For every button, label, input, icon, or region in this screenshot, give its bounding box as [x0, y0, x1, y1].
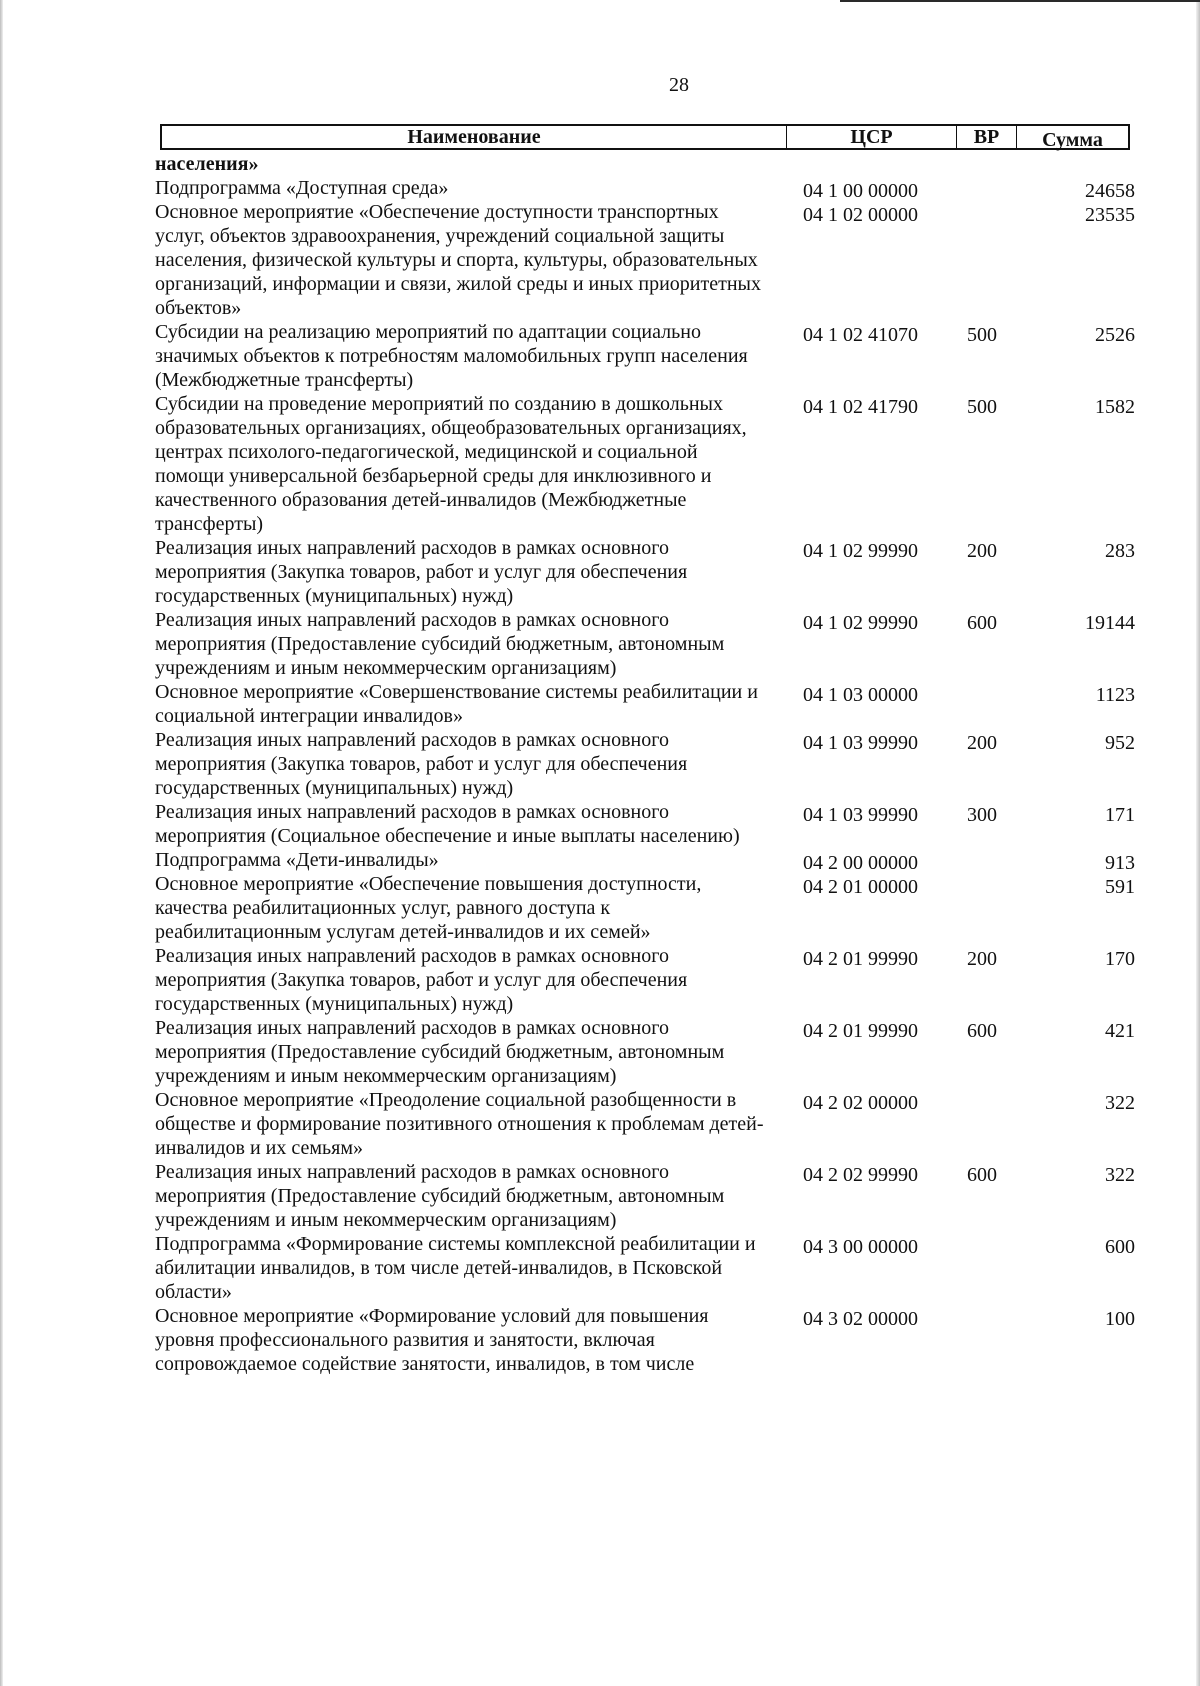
row-csr: 04 1 02 99990: [803, 612, 918, 634]
row-sum: 19144: [1085, 612, 1135, 634]
row-csr: 04 2 01 00000: [803, 876, 918, 898]
row-name: населения»: [155, 153, 259, 175]
row-name: Основное мероприятие «Совершенствование системы реабилитации и социальной интеграции инвалидов»: [155, 681, 758, 727]
row-name: Основное мероприятие «Обеспечение повышения доступности, качества реабилитационных услуг, равного доступа к реабилитационным услугам детей-инвалидов и их семей»: [155, 873, 702, 943]
table-row: [155, 1016, 1135, 1088]
row-name: Реализация иных направлений расходов в рамках основного мероприятия (Социальное обеспечение и иные выплаты населению): [155, 801, 740, 847]
table-row: [155, 1088, 1135, 1160]
row-name: Подпрограмма «Дети-инвалиды»: [155, 849, 439, 871]
row-name: Основное мероприятие «Формирование условий для повышения уровня профессионального развития и занятости, включая сопровождаемое содействие занятости, инвалидов, в том числе: [155, 1305, 709, 1375]
page-number: 28: [669, 74, 689, 96]
row-csr: 04 1 00 00000: [803, 180, 918, 202]
row-sum: 913: [1105, 852, 1135, 874]
row-sum: 283: [1105, 540, 1135, 562]
row-name: Реализация иных направлений расходов в рамках основного мероприятия (Закупка товаров, работ и услуг для обеспечения государственных (муниципальных) нужд): [155, 945, 688, 1015]
row-name: Основное мероприятие «Преодоление социальной разобщенности в обществе и формирование позитивного отношения к проблемам детей-инвалидов и их семьям»: [155, 1089, 764, 1159]
table-row: [155, 608, 1135, 680]
row-csr: 04 3 00 00000: [803, 1236, 918, 1258]
row-sum: 1123: [1095, 684, 1135, 706]
row-sum: 23535: [1085, 204, 1135, 226]
row-sum: 591: [1105, 876, 1135, 898]
row-sum: 421: [1105, 1020, 1135, 1042]
table-body: [155, 152, 1135, 1376]
table-row: [155, 152, 1135, 176]
row-sum: 2526: [1095, 324, 1135, 346]
row-csr: 04 1 03 99990: [803, 732, 918, 754]
table-row: [155, 1304, 1135, 1376]
table-row: [155, 944, 1135, 1016]
row-csr: 04 1 02 41790: [803, 396, 918, 418]
row-vr: 200: [967, 948, 997, 970]
table-row: [155, 176, 1135, 200]
row-csr: 04 1 02 99990: [803, 540, 918, 562]
row-sum: 170: [1105, 948, 1135, 970]
header-vr: ВР: [957, 126, 1017, 148]
table-row: [155, 536, 1135, 608]
row-csr: 04 1 03 99990: [803, 804, 918, 826]
row-name: Субсидии на проведение мероприятий по созданию в дошкольных образовательных организациях, общеобразовательных организациях, центрах психолого-педагогической, медицинской и социальной помощи универсальной безбарьерной среды для инклюзивного и качественного образования детей-инвалидов (Межбюджетные трансферты): [155, 393, 747, 535]
row-csr: 04 2 01 99990: [803, 1020, 918, 1042]
header-sum: Сумма: [1042, 129, 1103, 151]
row-name: Реализация иных направлений расходов в рамках основного мероприятия (Закупка товаров, работ и услуг для обеспечения государственных (муниципальных) нужд): [155, 729, 688, 799]
row-csr: 04 1 03 00000: [803, 684, 918, 706]
row-sum: 322: [1105, 1092, 1135, 1114]
row-csr: 04 1 02 00000: [803, 204, 918, 226]
row-vr: 600: [967, 1020, 997, 1042]
table-header: [160, 124, 1130, 150]
row-sum: 24658: [1085, 180, 1135, 202]
table-row: [155, 200, 1135, 320]
row-name: Субсидии на реализацию мероприятий по адаптации социально значимых объектов к потребностям маломобильных групп населения (Межбюджетные трансферты): [155, 321, 748, 391]
row-name: Подпрограмма «Доступная среда»: [155, 177, 449, 199]
row-name: Подпрограмма «Формирование системы комплексной реабилитации и абилитации инвалидов, в том числе детей-инвалидов, в Псковской области»: [155, 1233, 756, 1303]
row-vr: 500: [967, 396, 997, 418]
row-name: Реализация иных направлений расходов в рамках основного мероприятия (Предоставление субсидий бюджетным, автономным учреждениям и иным некоммерческим организациям): [155, 1161, 725, 1231]
row-csr: 04 2 02 99990: [803, 1164, 918, 1186]
table-row: [155, 872, 1135, 944]
row-name: Реализация иных направлений расходов в рамках основного мероприятия (Предоставление субсидий бюджетным, автономным учреждениям и иным некоммерческим организациям): [155, 609, 725, 679]
scan-edge-top: [840, 0, 1200, 2]
row-csr: 04 2 00 00000: [803, 852, 918, 874]
row-csr: 04 2 02 00000: [803, 1092, 918, 1114]
scan-edge-right: [1196, 0, 1200, 1686]
table-row: [155, 800, 1135, 848]
table-row: [155, 1232, 1135, 1304]
header-name: Наименование: [162, 126, 787, 148]
scan-edge-left: [0, 0, 3, 1686]
row-csr: 04 3 02 00000: [803, 1308, 918, 1330]
table-row: [155, 320, 1135, 392]
table-row: [155, 1160, 1135, 1232]
row-vr: 500: [967, 324, 997, 346]
row-csr: 04 2 01 99990: [803, 948, 918, 970]
table-row: [155, 848, 1135, 872]
row-vr: 300: [967, 804, 997, 826]
row-vr: 600: [967, 1164, 997, 1186]
row-csr: 04 1 02 41070: [803, 324, 918, 346]
table-row: [155, 728, 1135, 800]
row-vr: 600: [967, 612, 997, 634]
row-name: Реализация иных направлений расходов в рамках основного мероприятия (Предоставление субсидий бюджетным, автономным учреждениям и иным некоммерческим организациям): [155, 1017, 725, 1087]
row-name: Реализация иных направлений расходов в рамках основного мероприятия (Закупка товаров, работ и услуг для обеспечения государственных (муниципальных) нужд): [155, 537, 688, 607]
row-vr: 200: [967, 732, 997, 754]
row-sum: 322: [1105, 1164, 1135, 1186]
row-sum: 171: [1105, 804, 1135, 826]
row-sum: 952: [1105, 732, 1135, 754]
row-sum: 1582: [1095, 396, 1135, 418]
table-row: [155, 680, 1135, 728]
row-vr: 200: [967, 540, 997, 562]
row-name: Основное мероприятие «Обеспечение доступности транспортных услуг, объектов здравоохранения, учреждений социальной защиты населения, физической культуры и спорта, культуры, образовательных организаций, информации и связи, жилой среды и иных приоритетных объектов»: [155, 201, 761, 319]
row-sum: 100: [1105, 1308, 1135, 1330]
table-row: [155, 392, 1135, 536]
row-sum: 600: [1105, 1236, 1135, 1258]
header-csr: ЦСР: [787, 126, 957, 148]
